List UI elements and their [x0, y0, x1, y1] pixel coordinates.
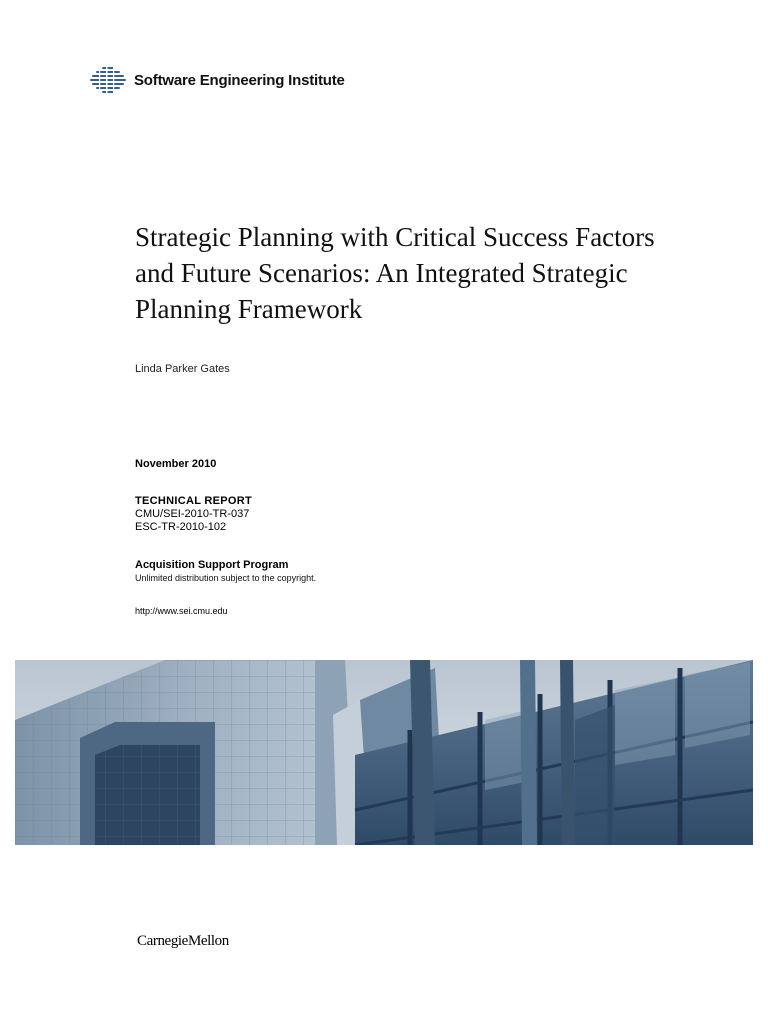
report-number: CMU/SEI-2010-TR-037	[135, 508, 250, 520]
sei-logo	[89, 66, 345, 94]
program-name: Acquisition Support Program	[135, 559, 289, 571]
report-number: ESC-TR-2010-102	[135, 521, 227, 533]
carnegie-mellon-logo: CarnegieMellon	[137, 933, 229, 949]
program-info	[135, 559, 316, 585]
building-architecture-photo	[15, 660, 753, 845]
publication-date: November 2010	[135, 458, 217, 470]
report-identifiers	[135, 495, 252, 534]
sei-logo-text: Software Engineering Institute	[134, 71, 345, 89]
sei-globe-lines-icon	[89, 66, 127, 94]
author-name: Linda Parker Gates	[135, 363, 230, 375]
report-title: Strategic Planning with Critical Success Factors and Future Scenarios: An Integrated Strategic Planning Framework	[135, 222, 655, 324]
distribution-statement: Unlimited distribution subject to the copyright.	[135, 573, 317, 583]
website-link[interactable]: http://www.sei.cmu.edu	[135, 606, 228, 616]
report-type-label: TECHNICAL REPORT	[135, 495, 253, 507]
